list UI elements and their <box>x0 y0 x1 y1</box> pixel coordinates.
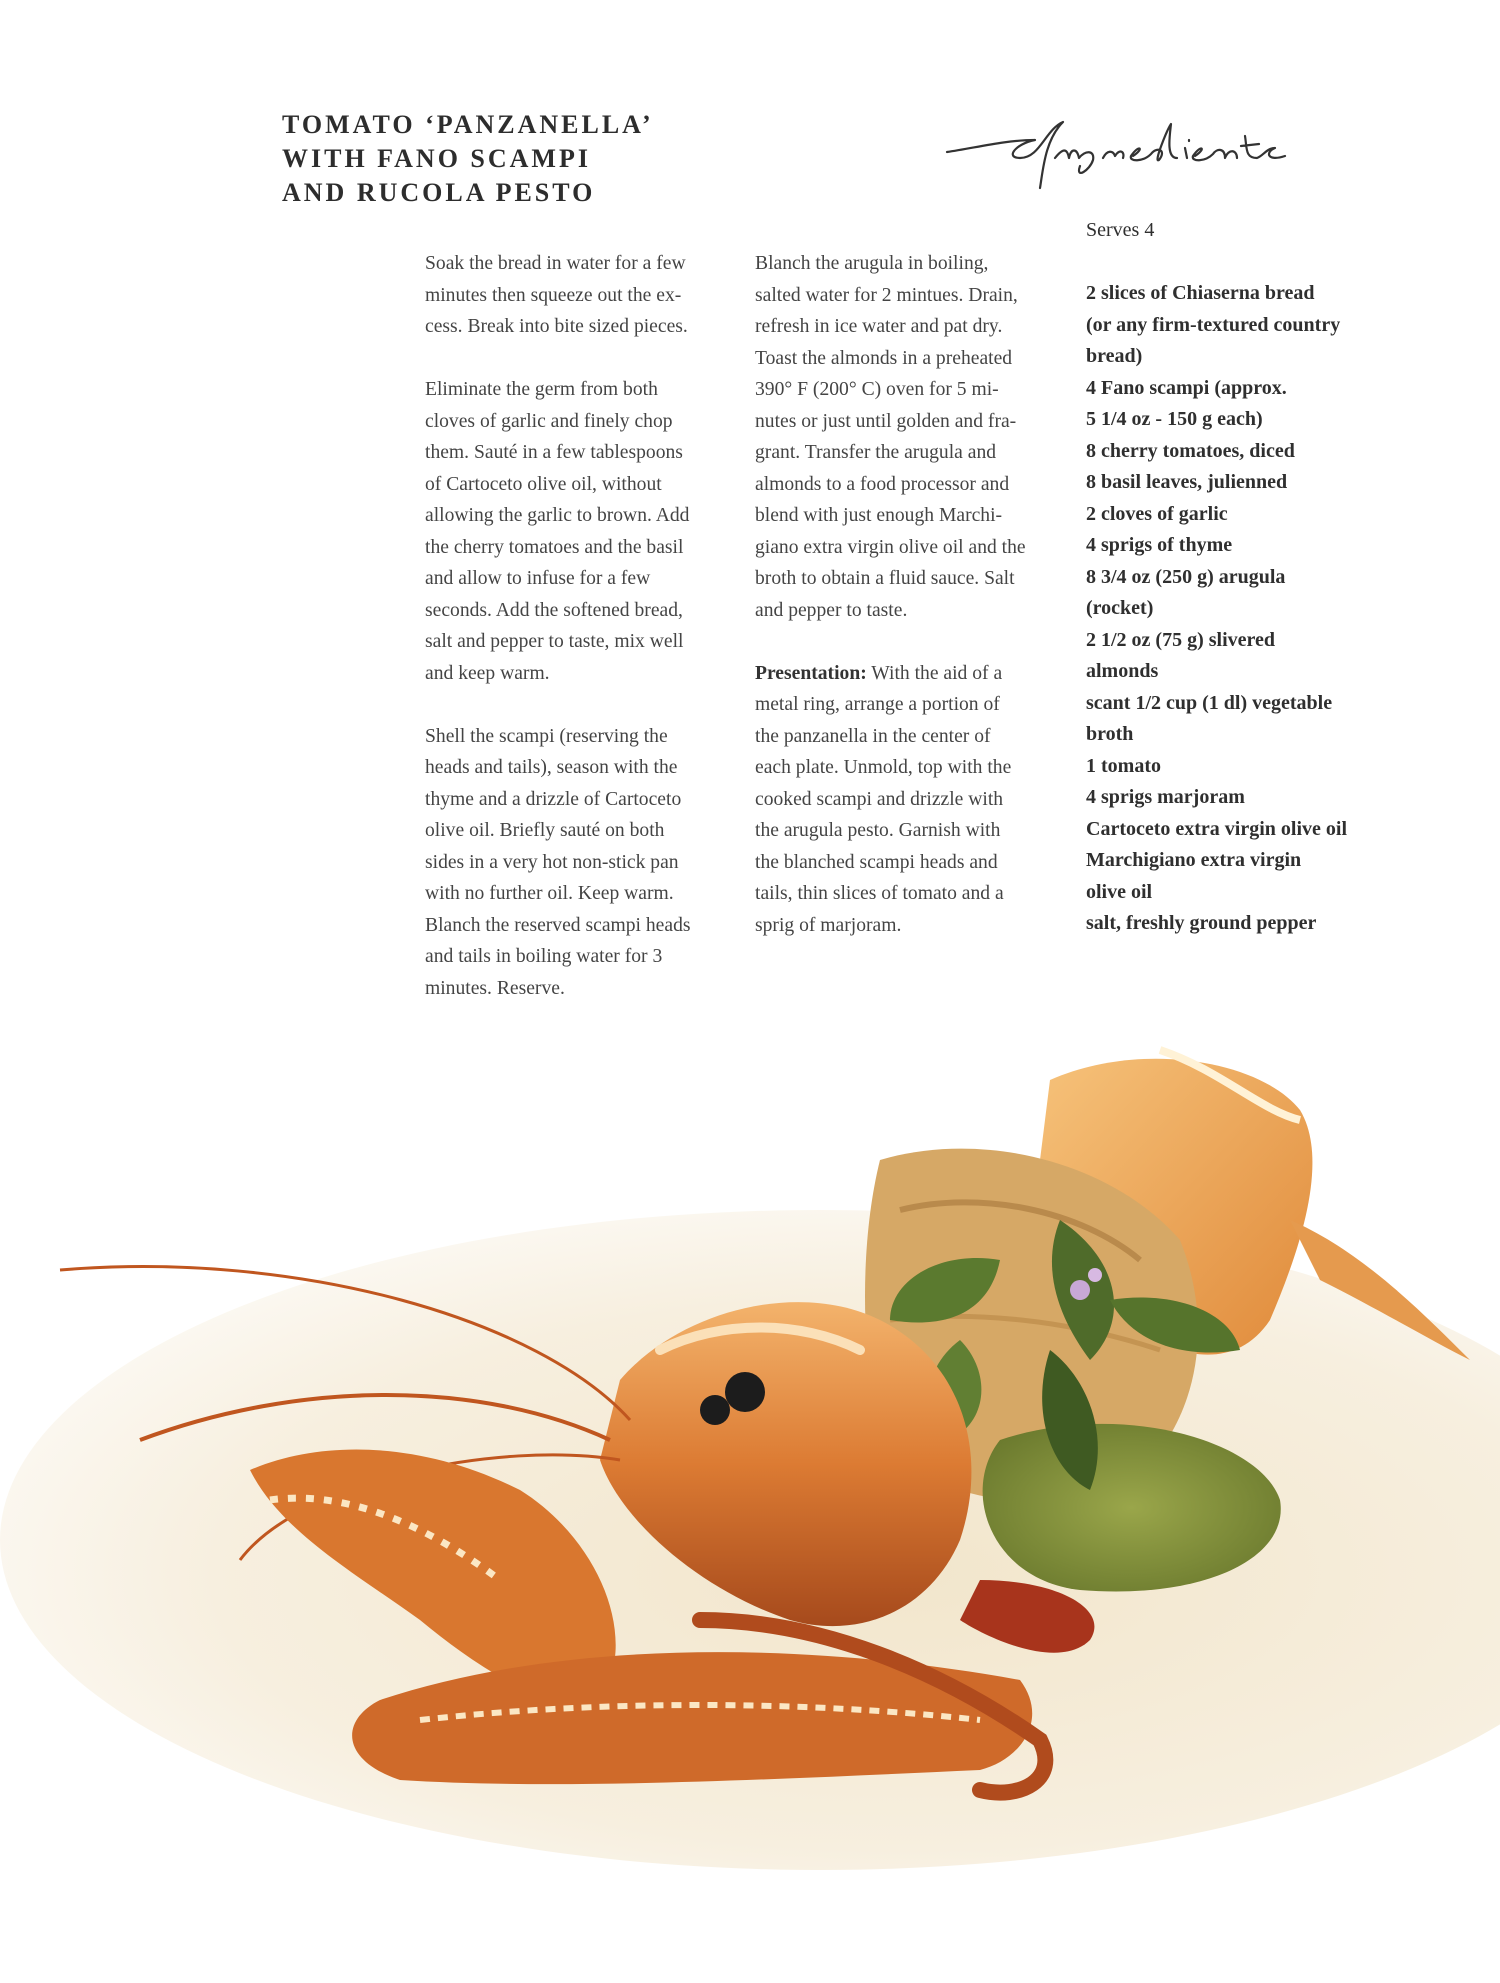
ingredient-line: 8 basil leaves, julienned <box>1086 471 1288 493</box>
ingredient-line: 4 sprigs marjoram <box>1086 786 1245 808</box>
ingredient-line: Marchigiano extra virgin <box>1086 849 1302 871</box>
text-line: and keep warm. <box>425 662 550 684</box>
text-line: salted water for 2 mintues. Drain, <box>755 284 1018 306</box>
ingredient-line: almonds <box>1086 660 1159 682</box>
ingredient-line: 1 tomato <box>1086 754 1161 777</box>
ingredients-heading <box>945 100 1325 200</box>
ingredient-line: (rocket) <box>1086 597 1154 619</box>
method-paragraph <box>425 721 725 1005</box>
ingredient-line: 8 cherry tomatoes, diced <box>1086 439 1295 462</box>
text-line: the blanched scampi heads and <box>755 851 998 873</box>
text-line: refresh in ice water and pat dry. <box>755 316 1003 337</box>
text-line: tails, thin slices of tomato and a <box>755 883 1004 904</box>
text-line: minutes. Reserve. <box>425 977 565 999</box>
text-line: grant. Transfer the arugula and <box>755 442 997 463</box>
text-line: and allow to infuse for a few <box>425 568 651 589</box>
text-line: cloves of garlic and finely chop <box>425 410 673 432</box>
text-line: seconds. Add the softened bread, <box>425 599 683 621</box>
text-line: olive oil. Briefly sauté on both <box>425 820 665 841</box>
ingredient-line: 4 Fano scampi (approx. <box>1086 376 1287 399</box>
text-line: salt and pepper to taste, mix well <box>425 631 684 652</box>
title-line: TOMATO ‘PANZANELLA’ <box>282 110 654 139</box>
method-paragraph <box>425 248 725 343</box>
serves-count: Serves 4 <box>1086 219 1155 241</box>
text-line: blend with just enough Marchi- <box>755 505 1003 526</box>
text-line: broth to obtain a fluid sauce. Salt <box>755 568 1015 589</box>
recipe-title <box>282 108 782 210</box>
text-line: cooked scampi and drizzle with <box>755 788 1004 810</box>
text-line: minutes then squeeze out the ex- <box>425 284 682 306</box>
text-line: almonds to a food processor and <box>755 473 1010 495</box>
text-line: Toast the almonds in a preheated <box>755 347 1013 369</box>
text-line: Soak the bread in water for a few <box>425 253 686 274</box>
title-line: WITH FANO SCAMPI <box>282 144 591 173</box>
method-paragraph <box>425 374 725 689</box>
text-line: Eliminate the germ from both <box>425 379 658 400</box>
ingredient-line: 8 3/4 oz (250 g) arugula <box>1086 565 1286 588</box>
ingredient-line: broth <box>1086 723 1134 745</box>
ingredient-line: bread) <box>1086 345 1143 367</box>
ingredient-line: 2 cloves of garlic <box>1086 502 1228 525</box>
presentation-paragraph <box>755 658 1055 942</box>
ingredient-line: 4 sprigs of thyme <box>1086 534 1233 556</box>
ingredient-line: scant 1/2 cup (1 dl) vegetable <box>1086 691 1333 714</box>
text-line <box>755 658 1055 690</box>
text-line: and tails in boiling water for 3 <box>425 946 663 967</box>
ingredient-line: (or any firm-textured country <box>1086 313 1341 336</box>
ingredient-line: salt, freshly ground pepper <box>1086 912 1317 934</box>
ingredient-line: 5 1/4 oz - 150 g each) <box>1086 408 1263 430</box>
text-line: the cherry tomatoes and the basil <box>425 536 684 558</box>
presentation-label: Presentation: <box>755 662 867 684</box>
text-line: Blanch the arugula in boiling, <box>755 253 989 274</box>
text-line: with no further oil. Keep warm. <box>425 883 674 904</box>
title-line: AND RUCOLA PESTO <box>282 178 596 207</box>
text-line: Shell the scampi (reserving the <box>425 725 668 747</box>
ingredient-line: 2 slices of Chiaserna bread <box>1086 282 1315 304</box>
scampi-eye <box>725 1372 765 1412</box>
ingredient-line: 2 1/2 oz (75 g) slivered <box>1086 628 1276 651</box>
text-line: metal ring, arrange a portion of <box>755 694 1000 715</box>
text-line: sides in a very hot non-stick pan <box>425 851 679 873</box>
text-line: 390° F (200° C) oven for 5 mi- <box>755 379 999 400</box>
method-column-2 <box>755 248 1055 973</box>
ingredient-line: olive oil <box>1086 880 1153 903</box>
text-line: heads and tails), season with the <box>425 757 678 778</box>
presentation-text: With the aid of a <box>866 662 1003 684</box>
text-line: the arugula pesto. Garnish with <box>755 820 1001 841</box>
ingredient-line: Cartoceto extra virgin olive oil <box>1086 817 1348 840</box>
text-line: cess. Break into bite sized pieces. <box>425 316 688 337</box>
text-line: nutes or just until golden and fra- <box>755 410 1017 432</box>
text-line: Blanch the reserved scampi heads <box>425 914 691 936</box>
dish-photo <box>0 1020 1500 1983</box>
text-line: them. Sauté in a few tablespoons <box>425 442 683 463</box>
text-line: each plate. Unmold, top with the <box>755 757 1012 778</box>
text-line: sprig of marjoram. <box>755 914 902 936</box>
ingredients-heading-text: Ingredients <box>1135 195 1140 196</box>
ingredients-script-flourish <box>947 122 1285 188</box>
text-line: giano extra virgin olive oil and the <box>755 536 1026 558</box>
ingredients-list <box>1086 215 1486 940</box>
method-column-1 <box>425 248 725 1036</box>
text-line: of Cartoceto olive oil, without <box>425 473 662 495</box>
text-line: and pepper to taste. <box>755 599 908 621</box>
text-line: the panzanella in the center of <box>755 725 991 747</box>
method-paragraph <box>755 248 1055 626</box>
text-line: thyme and a drizzle of Cartoceto <box>425 788 682 810</box>
text-line: allowing the garlic to brown. Add <box>425 505 690 526</box>
